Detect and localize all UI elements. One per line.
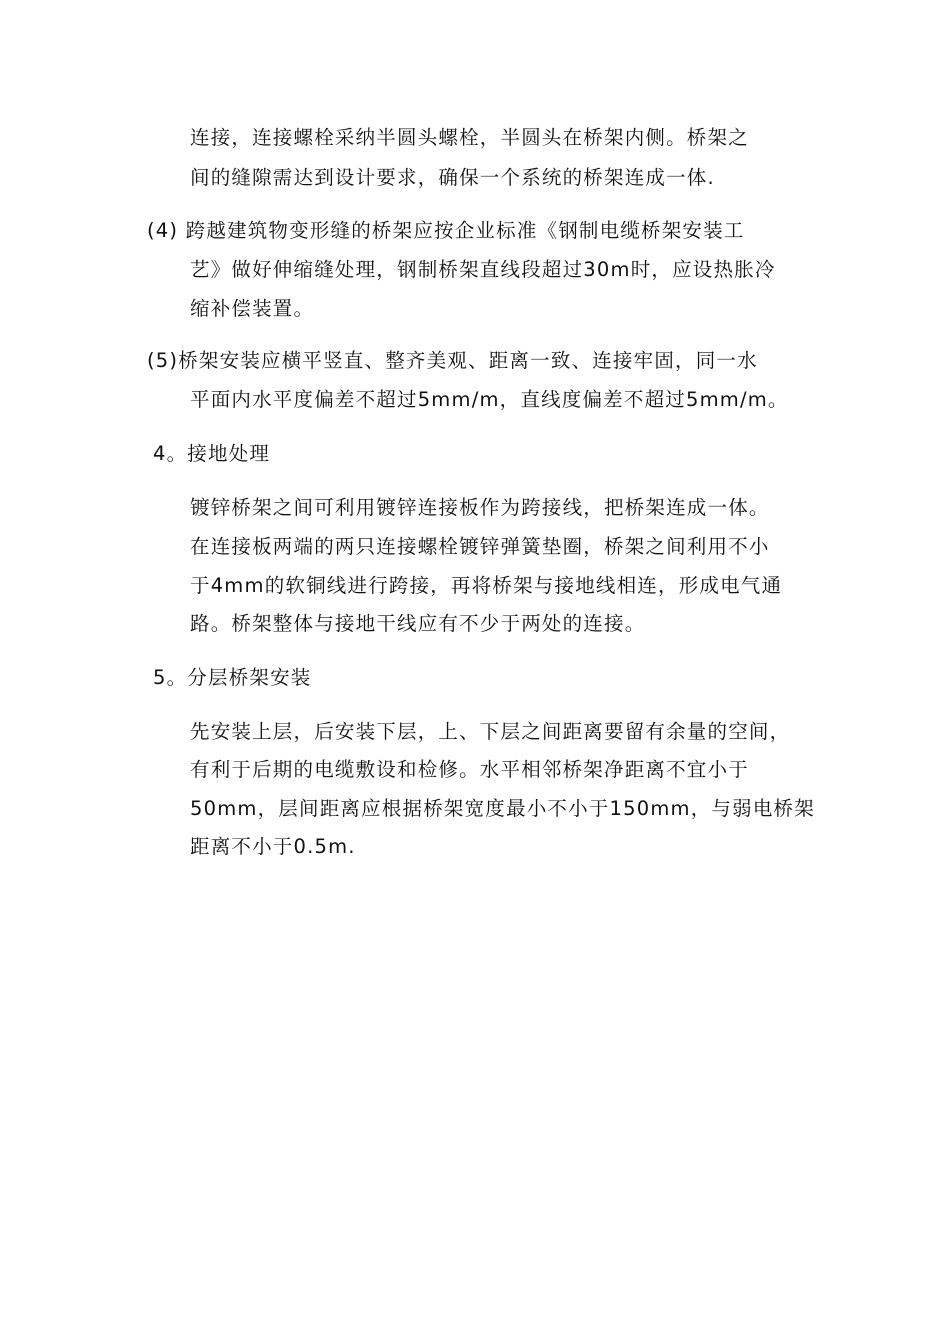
item-5-line-2: 平面内水平度偏差不超过5mm/m，直线度偏差不超过5mm/m。 [190, 388, 789, 411]
section-5-line-1: 先安装上层，后安装下层，上、下层之间距离要留有余量的空间， [190, 720, 791, 743]
section-5-line-3: 50mm，层间距离应根据桥架宽度最小不小于150mm，与弱电桥架 [190, 797, 815, 820]
item-4-line-2: 艺》做好伸缩缝处理，钢制桥架直线段超过30m时，应设热胀冷 [190, 258, 776, 281]
section-4-heading: 4。接地处理 [153, 442, 271, 465]
section-5-line-2: 有利于后期的电缆敷设和检修。水平相邻桥架净距离不宜小于 [190, 758, 749, 781]
paragraph-1-line-2: 间的缝隙需达到设计要求，确保一个系统的桥架连成一体. [190, 166, 715, 189]
section-4-line-4: 路。桥架整体与接地干线应有不少于两处的连接。 [190, 612, 646, 635]
item-5-line-1: (5)桥架安装应横平竖直、整齐美观、距离一致、连接牢固，同一水 [147, 349, 758, 372]
paragraph-1-line-1: 连接，连接螺栓采纳半圆头螺栓，半圆头在桥架内侧。桥架之 [190, 126, 749, 149]
section-4-line-1: 镀锌桥架之间可利用镀锌连接板作为跨接线，把桥架连成一体。 [190, 496, 770, 519]
section-5-heading: 5。分层桥架安装 [153, 666, 312, 689]
section-4-line-3: 于4mm的软铜线进行跨接，再将桥架与接地线相连，形成电气通 [190, 574, 783, 597]
section-4-line-2: 在连接板两端的两只连接螺栓镀锌弹簧垫圈，桥架之间利用不小 [190, 535, 770, 558]
item-4-line-3: 缩补偿装置。 [190, 297, 315, 320]
section-5-line-4: 距离不小于0.5m. [190, 835, 356, 858]
item-4-line-1: (4) 跨越建筑物变形缝的桥架应按企业标准《钢制电缆桥架安装工 [147, 219, 745, 242]
